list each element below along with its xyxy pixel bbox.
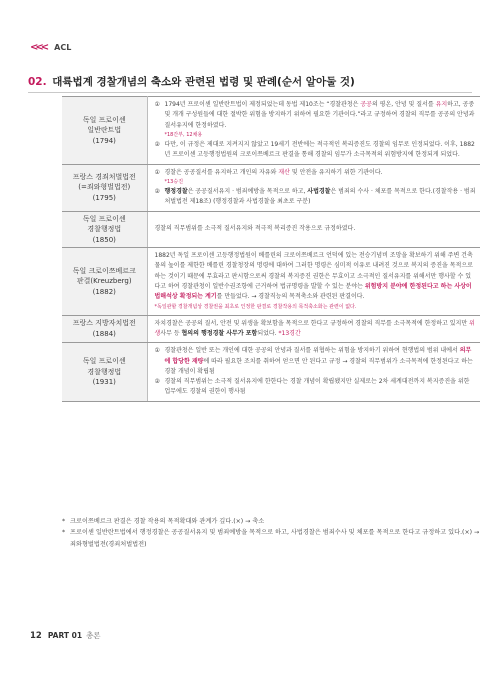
law-description-cell bbox=[147, 97, 480, 165]
text-segment: 경찰은 공공질서를 유지하고 개인의 자유와 bbox=[164, 168, 279, 176]
law-name-line: 일반란트법 bbox=[87, 126, 122, 135]
law-name-cell bbox=[62, 211, 147, 248]
law-name-line: 경찰행정법 bbox=[87, 367, 122, 376]
description-item bbox=[155, 224, 477, 234]
chevron-double-left-icon: <<< bbox=[30, 41, 47, 53]
description-item bbox=[155, 377, 477, 398]
text-segment: 되었다. bbox=[257, 329, 279, 337]
item-marker: ① bbox=[154, 168, 160, 176]
law-table-body bbox=[62, 97, 480, 402]
item-text bbox=[155, 251, 477, 303]
law-row bbox=[62, 343, 480, 402]
law-name-line: 프랑스 경죄처벌법전 bbox=[72, 172, 136, 181]
footnote bbox=[62, 516, 480, 527]
law-name-cell bbox=[62, 164, 147, 211]
highlighted-text: 행정경찰 bbox=[164, 187, 188, 195]
law-name-line: (1850) bbox=[92, 235, 116, 244]
law-name-line: 프랑스 지방자치법전 bbox=[72, 319, 136, 328]
law-name-line: (=죄와형벌법전) bbox=[78, 183, 131, 192]
section-number: 02. bbox=[28, 76, 47, 88]
law-name-cell bbox=[62, 97, 147, 165]
law-name-cell bbox=[62, 315, 147, 343]
footnote bbox=[62, 527, 480, 550]
law-table bbox=[62, 96, 480, 402]
text-segment: 및 안전을 유지하기 위한 기관이다. bbox=[289, 168, 383, 176]
law-name-cell bbox=[62, 248, 147, 316]
item-text bbox=[155, 224, 477, 234]
note-text: *13승진 bbox=[164, 178, 184, 185]
law-name-line: 독일 프로이센 bbox=[82, 357, 126, 366]
page-footer bbox=[30, 630, 101, 641]
law-description-cell bbox=[147, 164, 480, 211]
law-row bbox=[62, 211, 480, 248]
law-description-cell bbox=[147, 315, 480, 343]
description-item bbox=[155, 319, 477, 340]
highlighted-text: 공공 bbox=[360, 101, 372, 108]
item-text bbox=[165, 140, 477, 161]
law-name-line: (1794) bbox=[92, 136, 116, 145]
text-segment: 경찰의 직무범위를 소극적 질서유지와 적극적 복리증진 작용으로 규정하였다. bbox=[154, 225, 356, 233]
section-title bbox=[28, 74, 355, 89]
footnote-text: 크로이쯔베르크 판결은 경찰 작용의 목적확대와 관계가 깊다.(×) → 축소 bbox=[70, 518, 265, 525]
law-row bbox=[62, 248, 480, 316]
brand-label: ACL bbox=[54, 42, 72, 52]
running-header bbox=[30, 40, 71, 54]
highlighted-text: 유지 bbox=[435, 101, 448, 108]
law-name-line: 경찰행정법 bbox=[87, 225, 122, 233]
law-row bbox=[62, 315, 480, 343]
description-item bbox=[155, 168, 477, 178]
law-name-line: 독일 크로이쯔베르크 bbox=[72, 266, 136, 275]
item-marker: ② bbox=[154, 187, 160, 195]
description-item bbox=[155, 346, 477, 377]
law-row bbox=[62, 164, 480, 211]
law-description-cell bbox=[147, 211, 480, 248]
description-item bbox=[155, 187, 477, 208]
note-text: *18간부, 12채용 bbox=[164, 131, 203, 138]
item-text bbox=[165, 377, 477, 398]
law-name-line: 판결(Kreuzberg) bbox=[76, 277, 132, 286]
part-label: PART 01 bbox=[47, 631, 83, 640]
title-divider bbox=[28, 92, 472, 93]
highlighted-text: 위험방지 분야에 한정된다고 하는 사상이 법해석상 확정되는 계기 bbox=[154, 282, 472, 301]
law-name-line: (1884) bbox=[92, 329, 116, 338]
item-marker: ① bbox=[154, 347, 160, 355]
text-segment: 를 만들었다. → 경찰직능의 목적축소와 관련된 판결이다. bbox=[216, 293, 365, 301]
highlighted-text: 위생 bbox=[154, 319, 475, 337]
text-segment: 1882년 독일 프로이센 고등행정법원이 베를린의 크로이쯔베르크 언덕에 있는 전승기념비 조망을 확보하기 위해 주변 건축물의 높이를 제한한 베를린 경찰청장의 명령에 대하여 그러한 명령은 심미적 이유로 내려진 것으로 복지의 증진을 목적으로 하는 것이기 때문에 무효라고 판시함으로써 경찰의 복지증진 권한은 무효이고 소극적인 질서유지를 위해서만 행사할 수 있다고 하여 경찰관청이 일반수권조항에 근거하여 법규명령을 발할 수 있는 분야는 bbox=[154, 252, 473, 290]
law-name-line: 독일 프로이센 bbox=[82, 115, 126, 124]
text-segment: 하고, 공중 및 개개 구성원들에 대한 절박한 위험을 방지하기 위하여 필요한 기관이다.”라고 규정하여 경찰의 직무를 공공의 안녕과 질서유지에 한정하였다. bbox=[164, 101, 475, 129]
law-description-cell bbox=[147, 343, 480, 402]
text-segment: 경찰의 직무범위는 소극적 질서유지에 한한다는 경찰 개념이 확립됐지만 실제로는 2차 세계대전까지 복지증진을 위한 업무에도 경찰의 권한이 행사됨 bbox=[164, 378, 470, 396]
highlighted-text: 의무에 합당한 재량 bbox=[164, 347, 472, 365]
highlighted-text: 협의의 행정경찰 사무가 포함 bbox=[181, 329, 258, 337]
law-name-line: (1931) bbox=[92, 378, 116, 387]
text-segment: 은 범죄의 수사 · 체포를 목적으로 한다.(경찰작용 · 범죄처벌법전 제18조) (행정경찰과 사법경찰을 최초로 구분) bbox=[164, 187, 476, 206]
highlighted-text: *13경간 bbox=[278, 329, 301, 337]
footnotes bbox=[62, 516, 480, 550]
item-marker: ① bbox=[154, 101, 160, 108]
law-description-cell bbox=[147, 248, 480, 316]
part-name: 총론 bbox=[86, 631, 101, 640]
law-name-line: (1795) bbox=[92, 193, 116, 202]
text-segment: 1794년 프로이센 일반란트법이 제정되었는데 동법 제10조는 “경찰관청은 bbox=[164, 101, 361, 108]
highlighted-text: 재산 bbox=[278, 168, 290, 176]
text-segment: 에 따라 필요한 조치를 취하여 얻으면 안 된다고 규정 → 경찰의 직무범위가 소극목적에 한정된다고 하는 경찰 개념이 확립됨 bbox=[164, 357, 473, 375]
law-name-line: (1882) bbox=[92, 287, 116, 296]
page-number: 12 bbox=[30, 631, 42, 641]
highlighted-text: 사법경찰 bbox=[307, 187, 331, 195]
description-item bbox=[155, 100, 477, 131]
text-segment: 사무 등 bbox=[160, 329, 182, 337]
text-segment: 경찰관청은 일반 또는 개인에 대한 공공의 안녕과 질서를 위협하는 위험을 방지하기 위하여 현행법의 범위 내에서 bbox=[164, 347, 460, 355]
item-text bbox=[165, 100, 477, 131]
asterisk-icon: * bbox=[62, 518, 66, 525]
text-segment: 다만, 이 규정은 제대로 지켜지지 않았고 19세기 전반에는 적극적인 복리증진도 경찰의 임무로 인정되었다. 이후, 1882년 프로이센 고등행정법원의 크로이쯔베르크 판결을 통해 경찰의 임무가 소극목적의 위험방지에 한정되게 되었다. bbox=[164, 140, 475, 159]
item-text bbox=[165, 187, 477, 208]
note-text: *독일관할 경찰개념상 경찰권을 최초로 인정한 판결로 경찰작용의 목적축소화는 관련이 없다. bbox=[154, 303, 357, 310]
law-name-cell bbox=[62, 343, 147, 402]
footnote-text: 프로이센 일반란트법에서 행정경찰은 공공질서유지 및 범죄예방을 목적으로 하고, 사법경찰은 범죄수사 및 체포를 목적으로 한다고 규정하고 있다.(×) → 죄와형벌법전(경죄처벌법전) bbox=[70, 529, 480, 548]
item-text bbox=[165, 346, 477, 377]
item-marker: ② bbox=[154, 378, 160, 386]
law-row bbox=[62, 97, 480, 165]
law-name-line: 독일 프로이센 bbox=[82, 214, 126, 223]
item-text bbox=[165, 168, 477, 178]
text-segment: 자치경찰은 공공의 질서, 안전 및 위생을 확보함을 목적으로 한다고 규정하여 경찰의 직무를 소극목적에 한정하고 있지만 bbox=[154, 319, 470, 327]
text-segment: 의 평온, 안녕 및 질서를 bbox=[371, 101, 436, 108]
item-marker: ② bbox=[154, 140, 160, 148]
section-title-text: 대륙법계 경찰개념의 축소와 관련된 법령 및 판례(순서 알아둘 것) bbox=[52, 76, 355, 88]
asterisk-icon: * bbox=[62, 529, 66, 537]
description-item bbox=[155, 251, 477, 303]
item-text bbox=[155, 319, 477, 340]
description-item bbox=[155, 140, 477, 161]
text-segment: 은 공공질서유지 · 범죄예방을 목적으로 하고, bbox=[187, 187, 308, 195]
